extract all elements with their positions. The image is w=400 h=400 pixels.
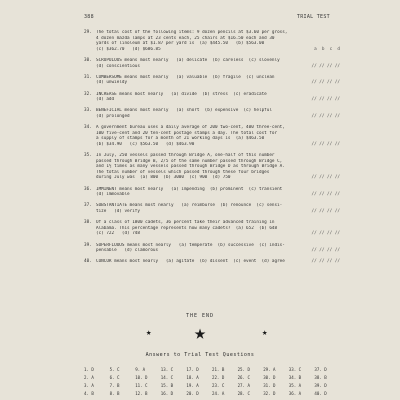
answer-marks: // // // //: [311, 175, 340, 181]
question-item: [84, 75, 340, 86]
question-text: CONCUR means most nearly (a) agitate (b) dissent (c) event (d) agree: [96, 259, 285, 265]
question-list: [84, 30, 340, 271]
question-number: 36.: [84, 186, 92, 192]
answer-cell: 30. D: [263, 375, 276, 380]
question-body: [96, 187, 340, 198]
answer-cell: 1. D: [84, 367, 94, 372]
question-item: [84, 125, 340, 147]
answer-cell: 4. B: [84, 391, 94, 396]
answer-marks: // // // //: [311, 113, 340, 119]
question-text: IMMINENT means most nearly (a) impending (b) prominent (c) transient: [96, 186, 283, 192]
question-body: [96, 153, 340, 181]
question-body: [96, 92, 340, 103]
question-item: [84, 187, 340, 198]
answer-cell: 11. C: [135, 383, 148, 388]
question-text: Of a class of 1800 cadets, 36 percent take their advanced training in: [96, 220, 275, 226]
answer-cell: 10. D: [135, 375, 148, 380]
answer-row: [84, 374, 340, 382]
answer-cell: 25. D: [237, 367, 250, 372]
answer-marks: a b c d: [314, 46, 340, 52]
question-line: [96, 248, 340, 254]
question-number: 37.: [84, 203, 92, 209]
answer-cell: 37. D: [314, 367, 327, 372]
answer-marks: // // // //: [311, 259, 340, 265]
answer-cell: 33. C: [288, 367, 302, 372]
answer-cell: 16. D: [160, 391, 174, 396]
question-item: [84, 220, 340, 237]
question-item: [84, 243, 340, 254]
question-body: [96, 30, 340, 52]
answer-cell: 26. C: [237, 375, 250, 380]
question-number: 35.: [84, 153, 92, 159]
question-text: (d) unwieldy: [96, 80, 128, 86]
question-number: 40.: [84, 259, 92, 265]
star-icon: ★: [194, 320, 207, 344]
page-number: 388: [84, 14, 94, 20]
answer-cell: 14. C: [160, 375, 174, 380]
question-text: during July was (a) 800 (b) 3000 (c) 900 (d) 750: [96, 175, 231, 181]
answer-cell: 23. C: [212, 383, 225, 388]
question-text: (c) 722 (d) 748: [96, 231, 140, 237]
question-text: In July, 250 vessels passed through Bridge A, one-half of this number: [96, 153, 275, 159]
question-line: [96, 175, 340, 181]
answer-key: [84, 366, 340, 398]
answer-cell: 7. B: [109, 383, 120, 388]
page-title: TRIAL TEST: [296, 14, 330, 20]
question-text: BENEFICIAL means most nearly (a) short (b) expensive (c) helpful: [96, 108, 272, 114]
answer-cell: 39. D: [314, 383, 327, 388]
answer-marks: // // // //: [311, 192, 340, 198]
question-text: The total number of vessels which passed through these four bridges: [96, 169, 270, 175]
answer-marks: // // // //: [311, 248, 340, 254]
question-text: INCREASE means most nearly (a) divide (b) stress (c) eradicate: [96, 91, 267, 97]
question-line: [96, 259, 340, 265]
question-item: [84, 92, 340, 103]
answer-cell: 17. D: [186, 367, 199, 372]
answer-marks: // // // //: [311, 209, 340, 214]
question-text: (d) add: [96, 97, 115, 103]
question-number: 30.: [84, 57, 92, 63]
question-line: [96, 114, 340, 120]
answer-cell: 36. A: [288, 391, 302, 396]
question-body: [96, 58, 340, 69]
question-text: 100 five-cent and 20 ten-cent postage stamps a day. The total cost for: [96, 130, 278, 136]
question-line: [96, 192, 340, 198]
answers-title: Answers to Trial Test Questions: [145, 352, 255, 358]
question-line: [96, 97, 340, 103]
question-body: [96, 203, 340, 214]
answer-cell: 18. A: [186, 375, 199, 380]
question-body: [96, 220, 340, 237]
answer-cell: 3. A: [84, 383, 94, 388]
answer-cell: 29. A: [263, 367, 276, 372]
question-number: 31.: [84, 74, 92, 80]
question-line: [96, 231, 340, 237]
answer-marks: // // // //: [311, 80, 340, 86]
answer-cell: 40. D: [314, 391, 327, 396]
question-text: (b) $34.90 (c) $563.50 (d) $463.90: [96, 141, 195, 147]
answer-marks: // // // //: [311, 97, 340, 103]
the-end-label: THE END: [185, 313, 215, 319]
question-body: [96, 259, 340, 265]
answer-cell: 21. B: [212, 367, 225, 372]
question-line: [96, 209, 340, 215]
question-line: [96, 80, 340, 86]
question-text: CUMBERSOME means most nearly (a) valuable (b) fragile (c) unclean: [96, 74, 275, 80]
answer-cell: 28. C: [237, 391, 250, 396]
answer-cell: 35. A: [288, 383, 302, 388]
star-icon: ★: [262, 328, 268, 338]
question-number: 34.: [84, 125, 92, 131]
question-text: (d) conscientious: [96, 63, 140, 69]
answer-cell: 13. C: [160, 367, 174, 372]
answer-cell: 6. C: [109, 375, 120, 380]
answer-cell: 32. D: [263, 391, 276, 396]
question-number: 32.: [84, 91, 92, 97]
question-line: [96, 142, 340, 148]
question-text: and 1½ times as many vessels passed through Bridge D as through Bridge A.: [96, 164, 285, 170]
question-item: [84, 108, 340, 119]
answer-cell: 5. C: [109, 367, 120, 372]
question-text: SCRUPULOUS means most nearly (a) delicate (b) careless (c) slovenly: [96, 57, 280, 63]
answer-cell: 15. B: [160, 383, 174, 388]
answer-marks: // // // //: [311, 141, 340, 147]
answer-cell: 24. A: [212, 391, 225, 396]
question-text: SUBSTANTIATE means most nearly (a) reimburse (b) renounce (c) sensi-: [96, 203, 283, 209]
question-item: [84, 58, 340, 69]
question-number: 29.: [84, 30, 92, 35]
question-text: passed through Bridge B, 2/5 of the same number passed through Bridge C,: [96, 158, 283, 164]
answer-cell: 27. A: [237, 383, 250, 388]
answer-row: [84, 366, 340, 374]
question-body: [96, 75, 340, 86]
answer-cell: 2. A: [84, 375, 94, 380]
question-text: a supply of stamps for a month of 21 working days is (a) $463.50: [96, 136, 265, 142]
answer-cell: 38. B: [314, 375, 327, 380]
answer-cell: 20. D: [186, 391, 199, 396]
question-text: (c) $362.70 (d) $686.85: [96, 46, 161, 52]
question-text: pensable (d) clamorous: [96, 248, 159, 254]
question-number: 33.: [84, 108, 92, 114]
answer-cell: 34. B: [288, 375, 302, 380]
answer-row: [84, 390, 340, 398]
question-text: tize (d) verify: [96, 209, 140, 214]
question-item: [84, 259, 340, 265]
answer-cell: 22. D: [212, 375, 225, 380]
answer-row: [84, 382, 340, 390]
answer-cell: 12. B: [135, 391, 148, 396]
question-text: (d) immovable: [96, 192, 130, 198]
question-text: SUPERFLUOUS means most nearly (a) temperate (b) successive (c) indis-: [96, 242, 285, 248]
question-item: [84, 153, 340, 181]
question-number: 39.: [84, 242, 92, 248]
question-number: 38.: [84, 220, 92, 226]
question-text: (d) prolonged: [96, 113, 130, 119]
question-text: The total cost of the following items: 9 dozen pencils at $3.60 per gross,: [96, 30, 288, 35]
question-text: Alabama. This percentage represents how many cadets? (a) 652 (b) 648: [96, 225, 278, 231]
star-ornaments: [0, 322, 400, 346]
question-body: [96, 108, 340, 119]
question-line: [96, 64, 340, 70]
answer-marks: // // // //: [311, 63, 340, 69]
answer-marks: // // // //: [311, 231, 340, 237]
question-line: [96, 47, 340, 53]
question-body: [96, 243, 340, 254]
answer-cell: 31. D: [263, 383, 276, 388]
question-text: yards of linoleum at $1.87 per yard is (a) $445.50 (b) $563.00: [96, 41, 265, 47]
star-icon: ★: [146, 328, 152, 338]
question-item: [84, 30, 340, 52]
question-item: [84, 203, 340, 214]
answer-cell: 8. B: [109, 391, 120, 396]
answer-cell: 9. A: [135, 367, 146, 372]
question-body: [96, 125, 340, 147]
answer-cell: 19. A: [186, 383, 199, 388]
question-text: A government bureau uses a daily average of 200 two-cent, 400 three-cent,: [96, 125, 285, 131]
question-text: 4 dozen mazda lamps at 23 cents each, 25 chairs at $16.50 each and 30: [96, 35, 275, 41]
